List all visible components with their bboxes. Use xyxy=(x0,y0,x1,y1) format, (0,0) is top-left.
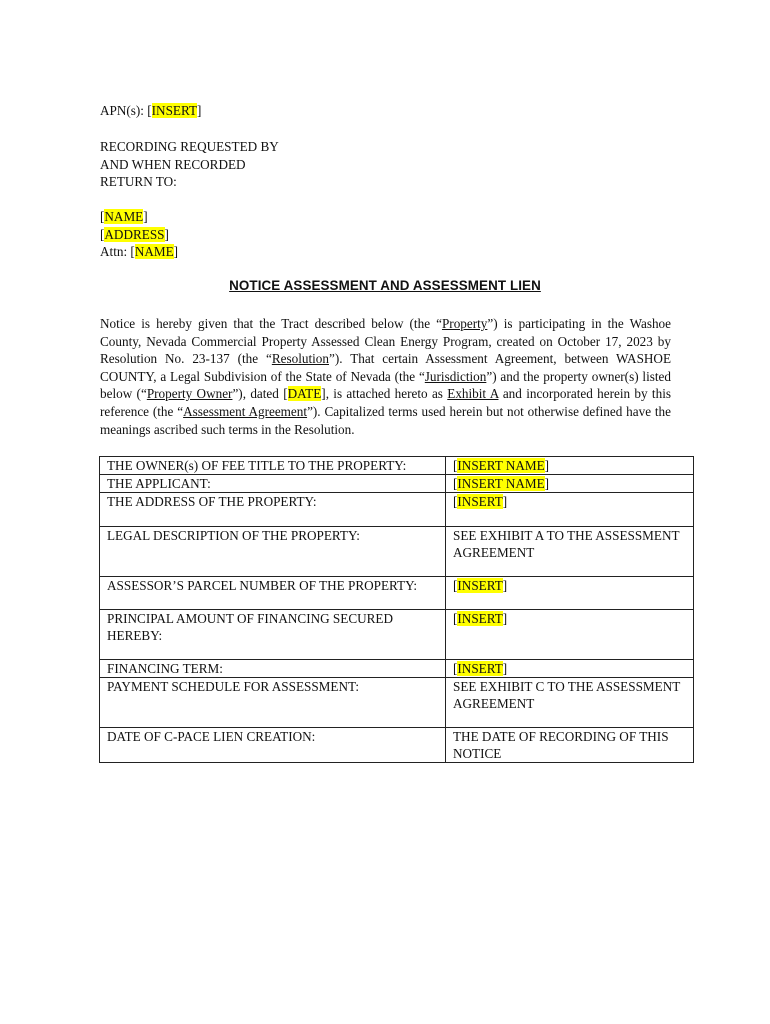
legal-description-value: SEE EXHIBIT A TO THE ASSESSMENT AGREEMENT xyxy=(446,527,694,577)
table-row xyxy=(100,577,694,610)
attn-line: Attn: [NAME] xyxy=(100,244,179,259)
defined-term-assessment-agreement: Assessment Agreement xyxy=(183,403,308,419)
table-row xyxy=(100,527,694,577)
applicant-value: [INSERT NAME] xyxy=(446,475,694,493)
table-row xyxy=(100,610,694,660)
principal-amount-value: [INSERT] xyxy=(446,610,694,660)
name-placeholder: NAME xyxy=(104,209,144,224)
lien-creation-date-label: DATE OF C-PACE LIEN CREATION: xyxy=(100,728,446,763)
defined-term-property: Property xyxy=(441,316,488,331)
return-name-line: [NAME] xyxy=(100,209,148,224)
table-row xyxy=(100,728,694,763)
table-row xyxy=(100,475,694,493)
financing-term-value: [INSERT] xyxy=(446,660,694,678)
lien-creation-date-value: THE DATE OF RECORDING OF THIS NOTICE xyxy=(446,728,694,763)
principal-amount-label: PRINCIPAL AMOUNT OF FINANCING SECURED HEREBY: xyxy=(100,610,446,660)
notice-paragraph: Notice is hereby given that the Tract described below (the “Property”) is participating in the Washoe County, Nevada Commercial Property Assessed Clean Energy Program, created on October 17, 2023 by Resolution No. 23-137 (the “Resolution”). That certain Assessment Agreement, between WASHOE COUNTY, a Legal Subdivision of the State of Nevada (the “Jurisdiction”) and the property owner(s) listed below (“Property Owner”), dated [DATE], is attached hereto as Exhibit A and incorporated herein by this reference (the “Assessment Agreement”). Capitalized terms used herein but not otherwise defined have the meanings ascribed such terms in the Resolution. xyxy=(100,316,672,437)
recording-line-2: AND WHEN RECORDED xyxy=(100,156,246,172)
apn-label: ASSESSOR’S PARCEL NUMBER OF THE PROPERTY: xyxy=(100,577,446,610)
recording-line-3: RETURN TO: xyxy=(100,174,177,189)
financing-term-label: FINANCING TERM: xyxy=(100,660,446,678)
defined-term-property-owner: Property Owner xyxy=(146,386,233,402)
table-row xyxy=(100,457,694,475)
exhibit-a-reference: Exhibit A xyxy=(447,386,499,402)
table-row xyxy=(100,660,694,678)
apn-line: APN(s): [INSERT] xyxy=(100,103,202,118)
address-value: [INSERT] xyxy=(446,493,694,527)
recording-line-1: RECORDING REQUESTED BY xyxy=(100,139,279,154)
attn-name-placeholder: NAME xyxy=(134,244,174,259)
address-placeholder: ADDRESS xyxy=(104,226,165,242)
return-address-line: [ADDRESS] xyxy=(100,226,169,242)
owner-label: THE OWNER(s) OF FEE TITLE TO THE PROPERTY: xyxy=(100,457,446,475)
date-placeholder: DATE xyxy=(287,386,322,402)
payment-schedule-value: SEE EXHIBIT C TO THE ASSESSMENT AGREEMENT xyxy=(446,678,694,728)
owner-value: [INSERT NAME] xyxy=(446,457,694,475)
defined-term-jurisdiction: Jurisdiction xyxy=(424,368,487,384)
table-row xyxy=(100,678,694,728)
table-row xyxy=(100,493,694,527)
lien-info-table xyxy=(99,456,694,763)
payment-schedule-label: PAYMENT SCHEDULE FOR ASSESSMENT: xyxy=(100,678,446,728)
applicant-label: THE APPLICANT: xyxy=(100,475,446,493)
address-label: THE ADDRESS OF THE PROPERTY: xyxy=(100,493,446,527)
apn-placeholder: INSERT xyxy=(151,103,198,118)
defined-term-resolution: Resolution xyxy=(271,351,329,367)
legal-description-label: LEGAL DESCRIPTION OF THE PROPERTY: xyxy=(100,527,446,577)
document-title: NOTICE ASSESSMENT AND ASSESSMENT LIEN xyxy=(229,278,541,293)
apn-value: [INSERT] xyxy=(446,577,694,610)
